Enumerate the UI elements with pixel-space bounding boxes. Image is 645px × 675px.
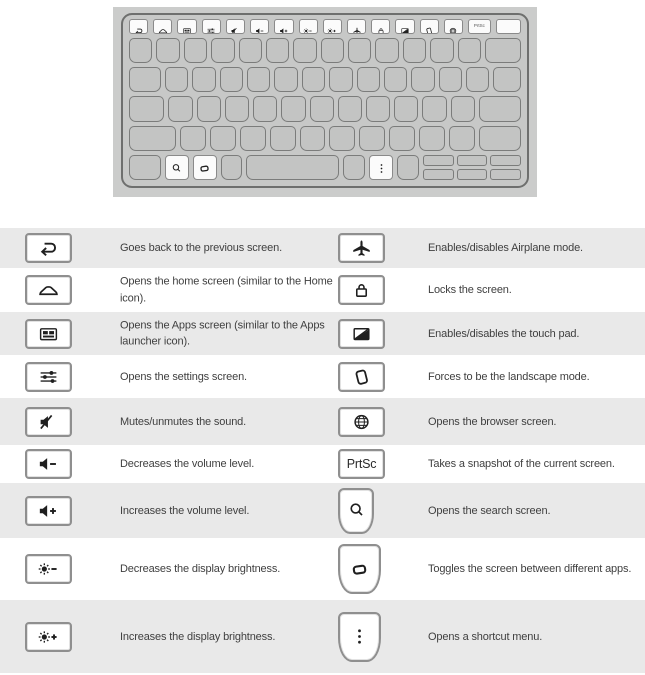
key-description: Decreases the display brightness. — [120, 562, 281, 575]
kb-key — [422, 96, 446, 121]
lock-icon — [348, 281, 375, 299]
kb-key — [329, 67, 352, 92]
key-right-cell — [338, 449, 385, 479]
function-keys-table — [0, 228, 645, 673]
kb-key — [449, 126, 475, 151]
keyboard-function-row — [129, 19, 521, 34]
kb-key — [458, 38, 481, 63]
kb-key — [310, 96, 334, 121]
key-left-cell — [25, 496, 72, 526]
kb-key — [210, 126, 236, 151]
back-icon — [35, 239, 62, 257]
kb-key — [220, 67, 243, 92]
key-description: Locks the screen. — [428, 283, 512, 296]
kb-key — [439, 67, 462, 92]
app-switch-icon — [349, 559, 370, 580]
key-description: Opens the browser screen. — [428, 415, 557, 428]
lock-key — [338, 275, 385, 305]
globe-icon — [348, 413, 375, 431]
keyboard-row-5 — [129, 126, 521, 151]
kb-prtsc-label: PrtSc — [473, 23, 485, 29]
mute-icon — [35, 413, 62, 431]
volume-down-icon — [35, 455, 62, 473]
key-description: Goes back to the previous screen. — [120, 241, 282, 254]
kb-key — [253, 96, 277, 121]
mute-key — [25, 407, 72, 437]
kb-key — [180, 126, 206, 151]
key-description: Toggles the screen between different apps. — [428, 562, 632, 575]
kb-key — [457, 169, 488, 180]
kb-key — [457, 155, 488, 166]
kb-key — [366, 96, 390, 121]
kb-key-menu — [369, 155, 393, 180]
kb-key — [466, 67, 489, 92]
key-left-cell — [25, 449, 72, 479]
globe-icon — [447, 22, 459, 31]
key-left-cell — [25, 407, 72, 437]
kb-key — [211, 38, 234, 63]
table-row — [0, 398, 645, 445]
kb-key-blank — [496, 19, 521, 34]
kb-key-app-switch — [193, 155, 217, 180]
key-description: Enables/disables the touch pad. — [428, 327, 580, 340]
volume-up-icon — [278, 22, 290, 31]
menu-icon — [349, 626, 370, 647]
kb-key — [129, 126, 176, 151]
keyboard-row-4 — [129, 96, 521, 121]
brightness-up-icon — [326, 22, 338, 31]
search-key — [338, 488, 374, 534]
table-row — [0, 268, 645, 312]
settings-icon — [205, 22, 217, 31]
table-row — [0, 538, 645, 600]
home-icon — [157, 22, 169, 31]
apps-icon — [35, 325, 62, 343]
kb-key-brightness-down — [299, 19, 318, 34]
touchpad-icon — [399, 22, 411, 31]
kb-key — [411, 67, 434, 92]
kb-key-prtsc — [468, 19, 491, 34]
settings-key — [25, 362, 72, 392]
kb-key — [493, 67, 521, 92]
kb-key — [375, 38, 398, 63]
kb-key — [479, 96, 521, 121]
key-right-cell — [338, 362, 385, 392]
kb-key-lock — [371, 19, 390, 34]
kb-key — [300, 126, 326, 151]
kb-key — [490, 169, 521, 180]
landscape-icon — [348, 368, 375, 386]
kb-key — [479, 126, 522, 151]
key-description: Forces to be the landscape mode. — [428, 370, 590, 383]
kb-key — [359, 126, 385, 151]
key-left-cell — [25, 362, 72, 392]
table-row — [0, 228, 645, 268]
prtsc-key-label: PrtSc — [346, 457, 377, 471]
landscape-key — [338, 362, 385, 392]
key-description: Takes a snapshot of the current screen. — [428, 457, 615, 470]
kb-key — [397, 155, 419, 180]
kb-key — [192, 67, 215, 92]
key-left-cell — [25, 554, 72, 584]
keyboard-bottom-row — [129, 155, 521, 180]
landscape-icon — [423, 22, 435, 31]
kb-key — [225, 96, 249, 121]
volume-down-icon — [254, 22, 266, 31]
key-left-cell — [25, 622, 72, 652]
brightness-up-key — [25, 622, 72, 652]
keyboard-row-2 — [129, 38, 521, 63]
kb-key-back — [129, 19, 148, 34]
airplane-icon — [348, 239, 375, 257]
table-row — [0, 355, 645, 398]
back-icon — [133, 22, 145, 31]
mute-icon — [229, 22, 241, 31]
kb-key — [239, 38, 262, 63]
kb-key — [321, 38, 344, 63]
menu-key — [338, 612, 381, 662]
kb-key — [348, 38, 371, 63]
kb-key — [274, 67, 297, 92]
kb-key — [329, 126, 355, 151]
brightness-down-icon — [302, 22, 314, 31]
kb-key-mute — [226, 19, 245, 34]
touchpad-key — [338, 319, 385, 349]
kb-key — [129, 155, 161, 180]
kb-key — [338, 96, 362, 121]
key-right-cell — [338, 233, 385, 263]
kb-key — [156, 38, 179, 63]
key-description: Opens the home screen (similar to the Home icon). — [120, 275, 333, 304]
kb-key-touchpad — [395, 19, 414, 34]
kb-key — [389, 126, 415, 151]
key-description: Decreases the volume level. — [120, 457, 255, 470]
kb-key-brightness-up — [323, 19, 342, 34]
volume-up-key — [25, 496, 72, 526]
key-description: Opens the search screen. — [428, 504, 551, 517]
app-switch-icon — [198, 162, 211, 173]
keyboard-body — [121, 13, 529, 188]
home-key — [25, 275, 72, 305]
kb-key — [129, 96, 164, 121]
kb-key-volume-up — [274, 19, 293, 34]
back-key — [25, 233, 72, 263]
kb-key — [246, 155, 339, 180]
kb-key-home — [153, 19, 172, 34]
kb-key-globe — [444, 19, 463, 34]
key-left-cell — [25, 319, 72, 349]
kb-key-search — [165, 155, 189, 180]
airplane-icon — [351, 22, 363, 31]
table-row — [0, 312, 645, 355]
key-right-cell — [338, 488, 374, 534]
kb-key — [129, 38, 152, 63]
search-icon — [170, 162, 183, 173]
key-description: Increases the volume level. — [120, 504, 250, 517]
kb-key — [240, 126, 266, 151]
key-description: Mutes/unmutes the sound. — [120, 415, 247, 428]
kb-key — [394, 96, 418, 121]
prtsc-key — [338, 449, 385, 479]
key-description: Enables/disables Airplane mode. — [428, 241, 583, 254]
kb-key-settings — [202, 19, 221, 34]
key-left-cell — [25, 233, 72, 263]
kb-key-landscape — [420, 19, 439, 34]
kb-key — [357, 67, 380, 92]
table-row — [0, 483, 645, 538]
kb-key — [423, 155, 454, 166]
kb-key — [281, 96, 305, 121]
kb-key — [490, 155, 521, 166]
brightness-down-icon — [35, 560, 62, 578]
kb-key — [168, 96, 192, 121]
kb-key — [270, 126, 296, 151]
key-description: Opens a shortcut menu. — [428, 630, 543, 643]
airplane-key — [338, 233, 385, 263]
apps-key — [25, 319, 72, 349]
settings-icon — [35, 368, 62, 386]
kb-key — [266, 38, 289, 63]
kb-key — [419, 126, 445, 151]
apps-icon — [181, 22, 193, 31]
kb-key — [343, 155, 365, 180]
menu-icon — [375, 162, 388, 173]
kb-key — [302, 67, 325, 92]
kb-key — [165, 67, 188, 92]
table-row — [0, 445, 645, 483]
key-right-cell — [338, 544, 381, 594]
app-switch-key — [338, 544, 381, 594]
key-right-cell — [338, 612, 381, 662]
kb-key — [293, 38, 316, 63]
kb-key — [221, 155, 243, 180]
volume-down-key — [25, 449, 72, 479]
lock-icon — [375, 22, 387, 31]
kb-key — [430, 38, 453, 63]
brightness-down-key — [25, 554, 72, 584]
key-description: Opens the settings screen. — [120, 370, 247, 383]
keyboard-row-3 — [129, 67, 521, 92]
key-description: Increases the display brightness. — [120, 630, 276, 643]
keyboard-arrow-cluster — [423, 155, 521, 180]
kb-key — [129, 67, 161, 92]
kb-key — [403, 38, 426, 63]
table-row — [0, 600, 645, 673]
kb-key — [184, 38, 207, 63]
globe-key — [338, 407, 385, 437]
kb-key-volume-down — [250, 19, 269, 34]
kb-key — [197, 96, 221, 121]
key-right-cell — [338, 319, 385, 349]
kb-key-airplane — [347, 19, 366, 34]
keyboard-illustration — [113, 7, 537, 197]
home-icon — [35, 281, 62, 299]
key-right-cell — [338, 275, 385, 305]
search-icon — [346, 500, 367, 521]
key-right-cell — [338, 407, 385, 437]
kb-key — [485, 38, 521, 63]
kb-key — [423, 169, 454, 180]
brightness-up-icon — [35, 628, 62, 646]
key-left-cell — [25, 275, 72, 305]
key-description: Opens the Apps screen (similar to the Apps launcher icon). — [120, 319, 325, 348]
kb-key — [451, 96, 475, 121]
volume-up-icon — [35, 502, 62, 520]
kb-key-apps — [177, 19, 196, 34]
touchpad-icon — [348, 325, 375, 343]
kb-key — [247, 67, 270, 92]
kb-key — [384, 67, 407, 92]
